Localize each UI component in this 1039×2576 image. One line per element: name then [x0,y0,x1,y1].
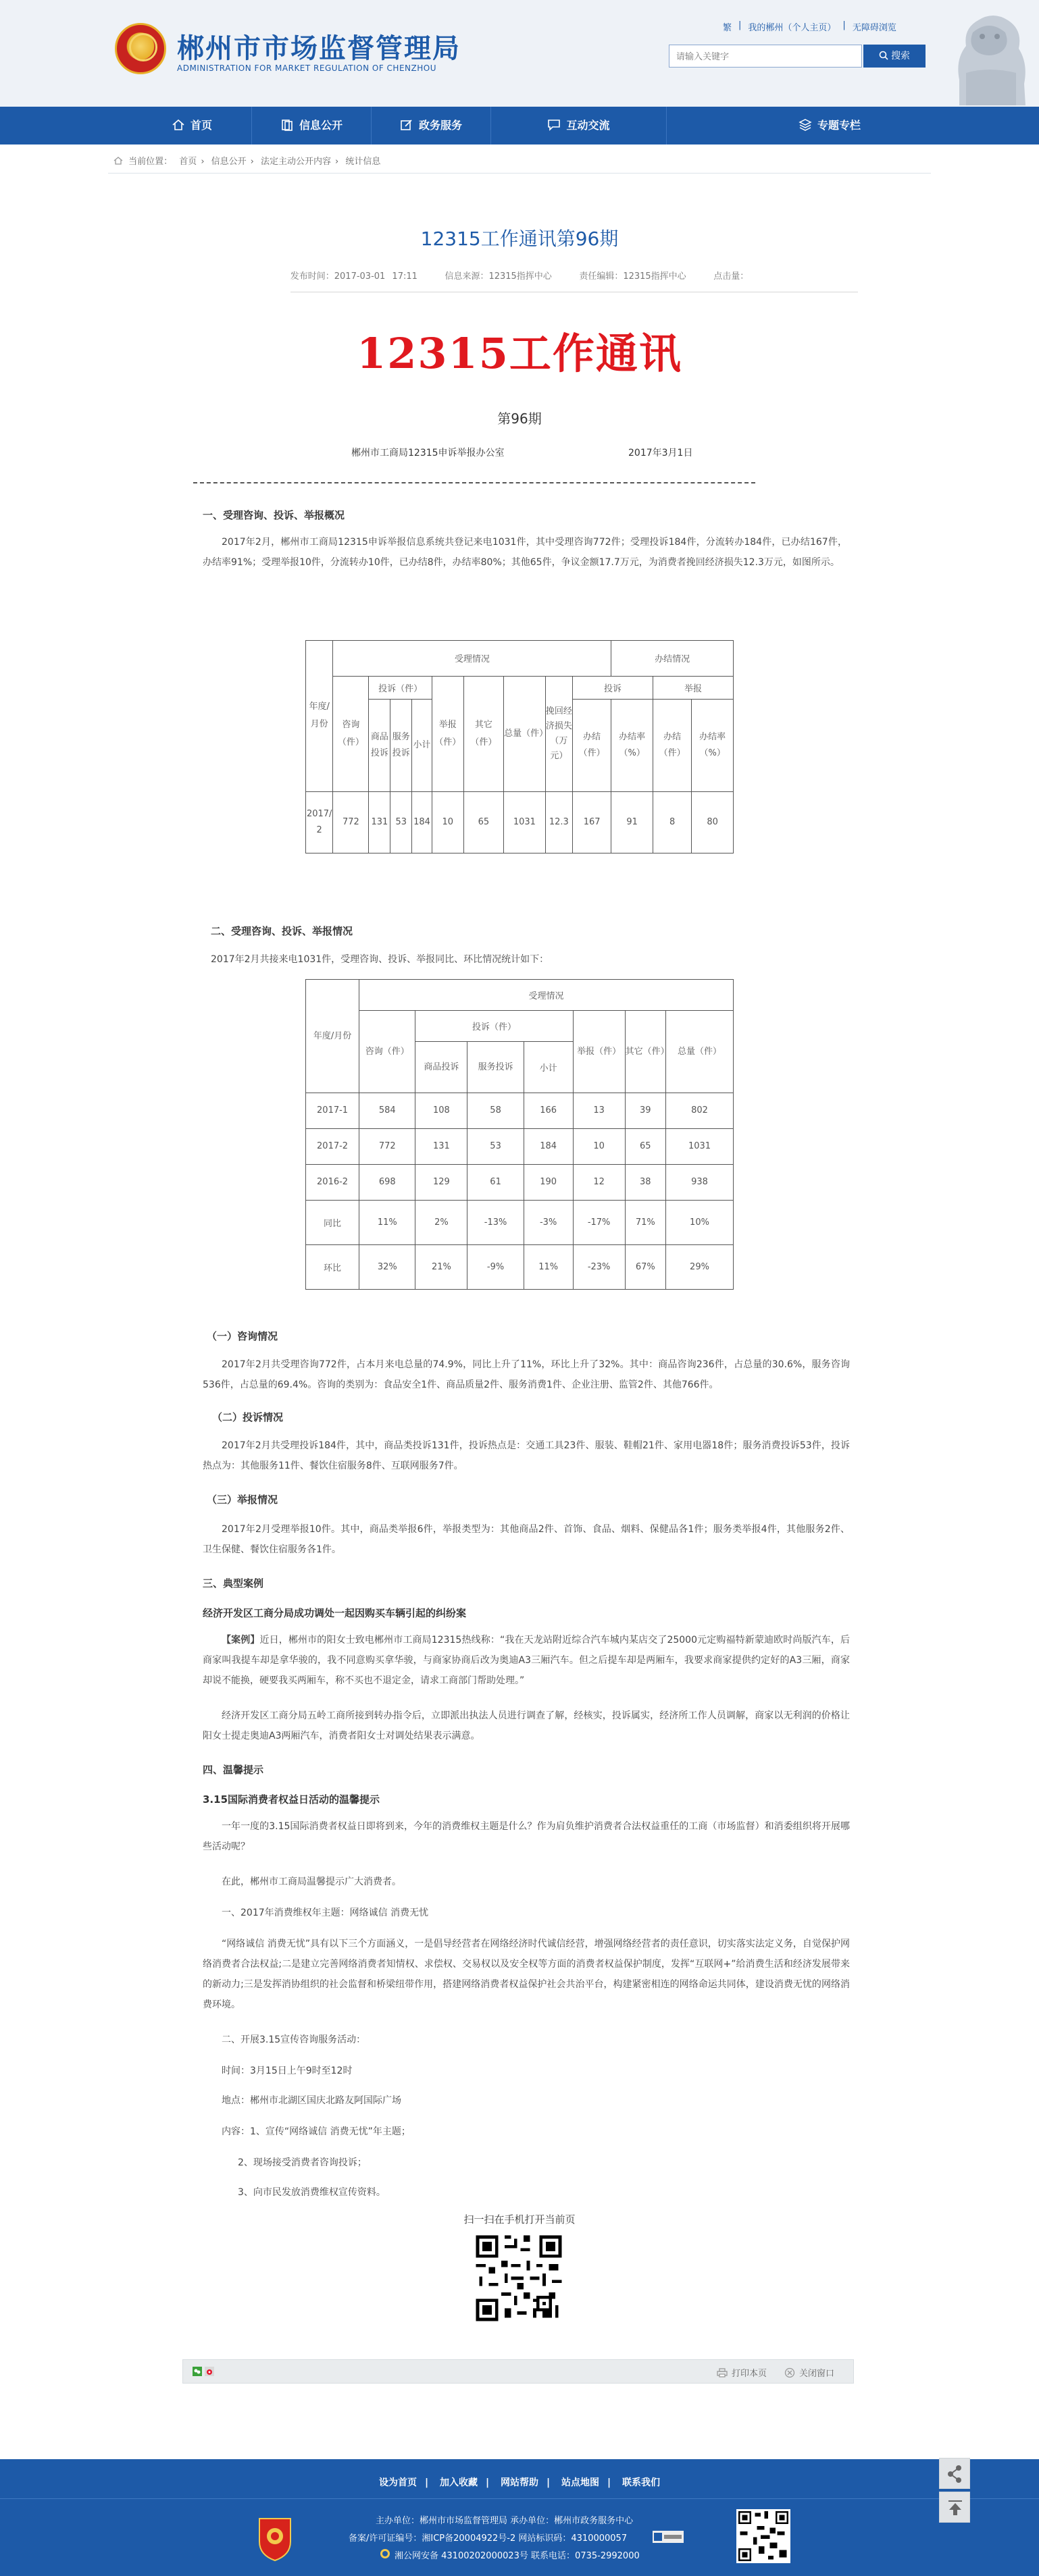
table-header: 投诉（件） [369,676,432,699]
table-cell: 12.3 [545,791,572,853]
nav-label: 首页 [190,119,212,132]
responsible-editor: 责任编辑：12315指挥中心 [579,271,686,282]
table-cell: 32% [359,1244,415,1289]
search-button[interactable] [863,45,926,68]
table-cell: 2016-2 [306,1164,359,1200]
section-heading: 三、典型案例 [203,1577,264,1589]
table-cell: 58 [467,1093,524,1129]
table-cell: 1031 [504,791,546,853]
arrow-up-icon [940,2492,971,2523]
table-cell: 2017-1 [306,1093,359,1129]
site-subtitle: ADMINISTRATION FOR MARKET REGULATION OF CHENZHOU [177,63,436,73]
paragraph: 二、开展3.15宣传咨询服务活动： [222,2034,366,2045]
top-links [723,20,896,33]
table-row [306,1244,734,1289]
dashed-divider [193,482,755,483]
paragraph: 2017年2月共接来电1031件，受理咨询、投诉、举报同比、环比情况统计如下： [211,954,549,965]
divider [108,173,931,174]
subsection-heading: （一）咨询情况 [207,1330,278,1342]
table-header: 咨询（件） [333,676,369,791]
stats-table-2 [305,979,734,1290]
home-icon [113,156,123,165]
tip-title: 3.15国际消费者权益日活动的温馨提示 [203,1793,380,1806]
table-header: 举报 [653,676,733,699]
publish-date: 发布时间：2017-03-01 17:11 [290,271,417,282]
table-cell: 167 [573,791,611,853]
table-cell: -23% [573,1244,625,1289]
separator: | [738,20,742,30]
nav-home[interactable] [132,107,252,144]
footer-icp: 备案/许可证编号：湘ICP备20004922号-2 网站标识码：4310000057 [349,2533,628,2544]
site-verify-badge[interactable] [653,2531,684,2543]
nav-interaction[interactable] [491,107,667,144]
paragraph: 2017年2月受理举报10件。其中，商品类举报6件，举报类型为：其他商品2件、首饰、食品、烟料、保健品各1件；服务类举报4件，其他服务2件、卫生保健、餐饮住宿服务各1件。 [203,1524,850,1555]
paragraph: 2017年2月，郴州市工商局12315申诉举报信息系统共登记来电1031件，其中受理咨询772件；受理投诉184件，分流转办184件，已办结167件，办结率91%；受理举报10件，分流转办10件，已办结8件，办结率80%；其他65件，争议金额17.7万元，为消费者挽回经济损失12.3万元，如图所示。 [203,537,847,568]
print-button[interactable] [717,2366,767,2379]
issuing-office: 郴州市工商局12315申诉举报办公室 [351,448,505,458]
printer-icon [717,2367,728,2378]
close-label: 关闭窗口 [799,2369,835,2379]
paragraph: 地点：郴州市北湖区国庆北路友阿国际广场 [222,2095,401,2106]
add-favorite-link[interactable]: 加入收藏 [440,2477,478,2488]
breadcrumb-label: 当前位置： [128,157,173,167]
paragraph: 一、2017年消费维权年主题：网络诚信 消费无忧 [222,1908,429,1918]
table-header: 投诉（件） [415,1011,573,1042]
close-icon [784,2367,795,2378]
section-heading: 四、温馨提示 [203,1764,264,1776]
nav-info-disclosure[interactable] [252,107,372,144]
table-header: 年度/月份 [306,641,333,792]
table-row [306,791,734,853]
issue-number: 第96期 [497,411,542,427]
stats-table-1 [305,640,734,853]
contact-link[interactable]: 联系我们 [622,2477,660,2488]
table-cell: 8 [653,791,691,853]
article-toolbar [182,2359,854,2384]
paragraph: 在此，郴州市工商局温馨提示广大消费者。 [222,1876,401,1887]
sitemap-link[interactable]: 站点地图 [561,2477,599,2488]
paragraph: 一年一度的3.15国际消费者权益日即将到来，今年的消费维权主题是什么？作为肩负维护消费者合法权益重任的工商（市场监督）和消委组织将开展哪些活动呢？ [203,1821,850,1852]
paragraph: 内容：1、宣传“网络诚信 消费无忧”年主题； [222,2126,411,2137]
nav-label: 专题专栏 [817,119,861,132]
paragraph: 3、向市民发放消费维权宣传资料。 [238,2187,386,2198]
table-cell: 2% [415,1200,467,1244]
table-header: 其它（件） [463,676,503,791]
paragraph: “网络诚信 消费无忧”具有以下三个方面涵义，一是倡导经营者在网络经济时代诚信经营，增强网络经营者的责任意识，切实落实法定义务，自觉保护网络消费者合法权益;二是建立完善网络消费者知情权、求偿权、交易权以及安全权等方面的消费者权益保护制度，发挥“互联网+”给消费生活和经济发展带来的新动力;三是发挥消协组织的社会监督和桥梁纽带作用，搭建网络消费者权益保护社会共治平台，构建紧密相连的网络命运共同体，建设消费无忧的网络消费环境。 [203,1939,850,2010]
table-header: 办结（件） [573,699,611,791]
nav-gov-service[interactable] [372,107,491,144]
personal-homepage-link[interactable]: 我的郴州（个人主页） [748,23,836,33]
case-label: 【案例】 [222,1635,260,1646]
document-icon [280,118,294,132]
table-cell: 131 [415,1128,467,1164]
subsection-heading: （二）投诉情况 [212,1411,284,1423]
table-row [306,1164,734,1200]
article-meta [0,269,1039,282]
table-cell: 同比 [306,1200,359,1244]
table-header: 办结情况 [611,641,734,677]
section-heading: 二、受理咨询、投诉、举报情况 [211,925,353,937]
table-header: 办结（件） [653,699,691,791]
subsection-heading: （三）举报情况 [207,1494,278,1506]
table-cell: -9% [467,1244,524,1289]
footer-sponsor: 主办单位：郴州市市场监督管理局 承办单位：郴州市政务服务中心 [376,2516,634,2526]
stone-lion-image [946,5,1032,105]
table-header: 小计 [524,1042,573,1093]
table-cell: 938 [666,1164,734,1200]
table-cell: 184 [524,1128,573,1164]
paragraph: 2017年2月共受理咨询772件，占本月来电总量的74.9%，同比上升了11%，环比上升了32%。其中：商品咨询236件，占总量的30.6%，服务咨询536件，占总量的69.4%。咨询的类别为：食品安全1件、商品质量2件、服务消费1件、企业注册、监管2件、其他766件。 [203,1359,850,1390]
help-link[interactable]: 网站帮助 [501,2477,538,2488]
national-emblem-icon [115,23,166,74]
table-cell: 91 [611,791,653,853]
back-to-top-button[interactable] [939,2492,970,2523]
nav-label: 信息公开 [299,119,343,132]
table-cell: 71% [625,1200,665,1244]
table-cell: 772 [333,791,369,853]
article-title: 12315工作通讯第96期 [420,228,619,250]
table-cell: 166 [524,1093,573,1129]
edit-icon [400,118,413,132]
table-cell: 61 [467,1164,524,1200]
footer-qr-code-image [736,2509,790,2563]
paragraph: 2、现场接受消费者咨询投诉； [238,2157,367,2168]
case-title: 经济开发区工商分局成功调处一起因购买车辆引起的纠纷案 [203,1607,467,1619]
breadcrumb-sep: › [335,157,339,167]
breadcrumb-info[interactable]: 信息公开 [211,157,247,167]
share-weibo-icon[interactable] [205,2367,214,2376]
breadcrumb-home[interactable]: 首页 [179,157,197,167]
traditional-chinese-link[interactable]: 繁 [723,23,732,33]
table-cell: 1031 [666,1128,734,1164]
separator: | [842,20,846,30]
table-cell: 184 [412,791,432,853]
table-cell: 67% [625,1244,665,1289]
share-button[interactable] [939,2458,970,2489]
table-cell: 698 [359,1164,415,1200]
qr-caption: 扫一扫在手机打开当前页 [463,2213,576,2226]
table-cell: -13% [467,1200,524,1244]
home-icon [172,118,185,132]
search-button-label: 搜索 [891,51,910,61]
table-cell: 29% [666,1244,734,1289]
table-header: 举报（件） [432,676,463,791]
table-header: 服务投诉 [390,699,412,791]
table-header: 服务投诉 [467,1042,524,1093]
table-cell: 802 [666,1093,734,1129]
table-cell: 2017/2 [306,791,333,853]
breadcrumb [113,154,384,167]
breadcrumb-stats[interactable]: 统计信息 [345,157,381,167]
paragraph [203,1630,850,1691]
section-heading: 一、受理咨询、投诉、举报概况 [203,509,345,521]
table-cell: 21% [415,1244,467,1289]
table-header: 总量（件） [666,1011,734,1093]
table-cell: 65 [625,1128,665,1164]
table-cell: 131 [369,791,390,853]
layers-icon [799,118,812,132]
breadcrumb-statutory[interactable]: 法定主动公开内容 [261,157,332,167]
paragraph: 经济开发区工商分局五岭工商所接到转办指令后，立即派出执法人员进行调查了解，经核实，投诉属实，经济所工作人员调解，商家以无利润的价格让阳女士提走奥迪A3两厢汽车，消费者阳女士对调处结果表示满意。 [203,1710,850,1741]
side-float-tools [939,2458,971,2524]
site-header [0,0,1039,107]
table-row [306,1200,734,1244]
table-cell: 10 [432,791,463,853]
print-label: 打印本页 [732,2369,767,2379]
table-header: 挽回经济损失（万元） [545,676,572,791]
site-footer [0,2459,1039,2576]
table-header: 总量（件） [504,676,546,791]
table-header: 商品投诉 [369,699,390,791]
table-header: 咨询（件） [359,1011,415,1093]
breadcrumb-sep: › [201,157,205,167]
chat-icon [547,118,561,132]
table-cell: 129 [415,1164,467,1200]
table-cell: 10 [573,1128,625,1164]
nav-label: 政务服务 [418,119,462,132]
table-header: 受理情况 [333,641,611,677]
close-window-button[interactable] [784,2366,834,2379]
table-header: 小计 [412,699,432,791]
table-cell: 环比 [306,1244,359,1289]
search-icon [879,51,888,60]
table-cell: -17% [573,1200,625,1244]
table-cell: 10% [666,1200,734,1244]
site-title[interactable]: 郴州市市场监督管理局 [177,33,461,64]
table-row [306,1093,734,1129]
paragraph: 2017年2月共受理投诉184件，其中，商品类投诉131件，投诉热点是：交通工具23件、服装、鞋帽21件、家用电器18件；服务消费投诉53件，投诉热点为：其他服务11件、餐饮住宿服务8件、互联网服务7件。 [203,1440,850,1471]
table-cell: 12 [573,1164,625,1200]
table-cell: 13 [573,1093,625,1129]
table-cell: 65 [463,791,503,853]
table-cell: 39 [625,1093,665,1129]
table-cell: 53 [467,1128,524,1164]
accessibility-link[interactable]: 无障碍浏览 [852,23,896,33]
case-text: 近日，郴州市的阳女士致电郴州市工商局12315热线称：“我在天龙站附近综合汽车城内某店交了25000元定购福特新蒙迪欧时尚版汽车，后商家叫我提车却是拿华骏的，我不同意购买拿华骏，与商家协商后改为奥迪A3三厢汽车。但之后提车却是两厢车，我要求商家提供约定好的A3三厢，商家却说不能换，硬要我买两厢车，称不买也不退定金，请求工商部门帮助处理。” [203,1635,851,1686]
table-header: 举报（件） [573,1011,625,1093]
main-nav [0,107,1039,144]
table-header: 年度/月份 [306,980,359,1093]
table-cell: 11% [359,1200,415,1244]
table-cell: 2017-2 [306,1128,359,1164]
share-icon [940,2459,971,2490]
table-cell: 108 [415,1093,467,1129]
paragraph: 时间：3月15日上午9时至12时 [222,2066,353,2076]
info-source: 信息来源：12315指挥中心 [445,271,552,282]
search-input[interactable] [669,45,862,68]
police-badge-icon [380,2548,390,2559]
divider [0,2498,1039,2499]
view-count: 点击量： [713,271,749,282]
table-cell: 80 [692,791,734,853]
table-header: 受理情况 [359,980,734,1011]
table-cell: 38 [625,1164,665,1200]
footer-police: 湘公网安备 43100202000023号 联系电话：0735-2992000 [395,2551,640,2561]
share-wechat-icon[interactable] [193,2367,202,2376]
set-homepage-link[interactable]: 设为首页 [379,2477,417,2488]
footer-links: 设为首页 | 加入收藏 | 网站帮助 | 站点地图 | 联系我们 [379,2477,660,2488]
nav-special-topics[interactable] [752,107,907,144]
nav-label: 互动交流 [566,119,610,132]
table-cell: 11% [524,1244,573,1289]
breadcrumb-sep: › [250,157,254,167]
qr-code-image [473,2232,565,2324]
table-cell: 53 [390,791,412,853]
table-header: 其它（件） [625,1011,665,1093]
table-cell: -3% [524,1200,573,1244]
table-cell: 584 [359,1093,415,1129]
table-row [306,1128,734,1164]
table-cell: 190 [524,1164,573,1200]
table-cell: 772 [359,1128,415,1164]
table-header: 办结率（%） [692,699,734,791]
newsletter-headline: 12315工作通讯 [357,329,682,378]
table-header: 办结率（%） [611,699,653,791]
table-header: 商品投诉 [415,1042,467,1093]
table-header: 投诉 [573,676,653,699]
issue-date: 2017年3月1日 [628,448,693,458]
party-gov-emblem-icon[interactable] [257,2515,293,2562]
